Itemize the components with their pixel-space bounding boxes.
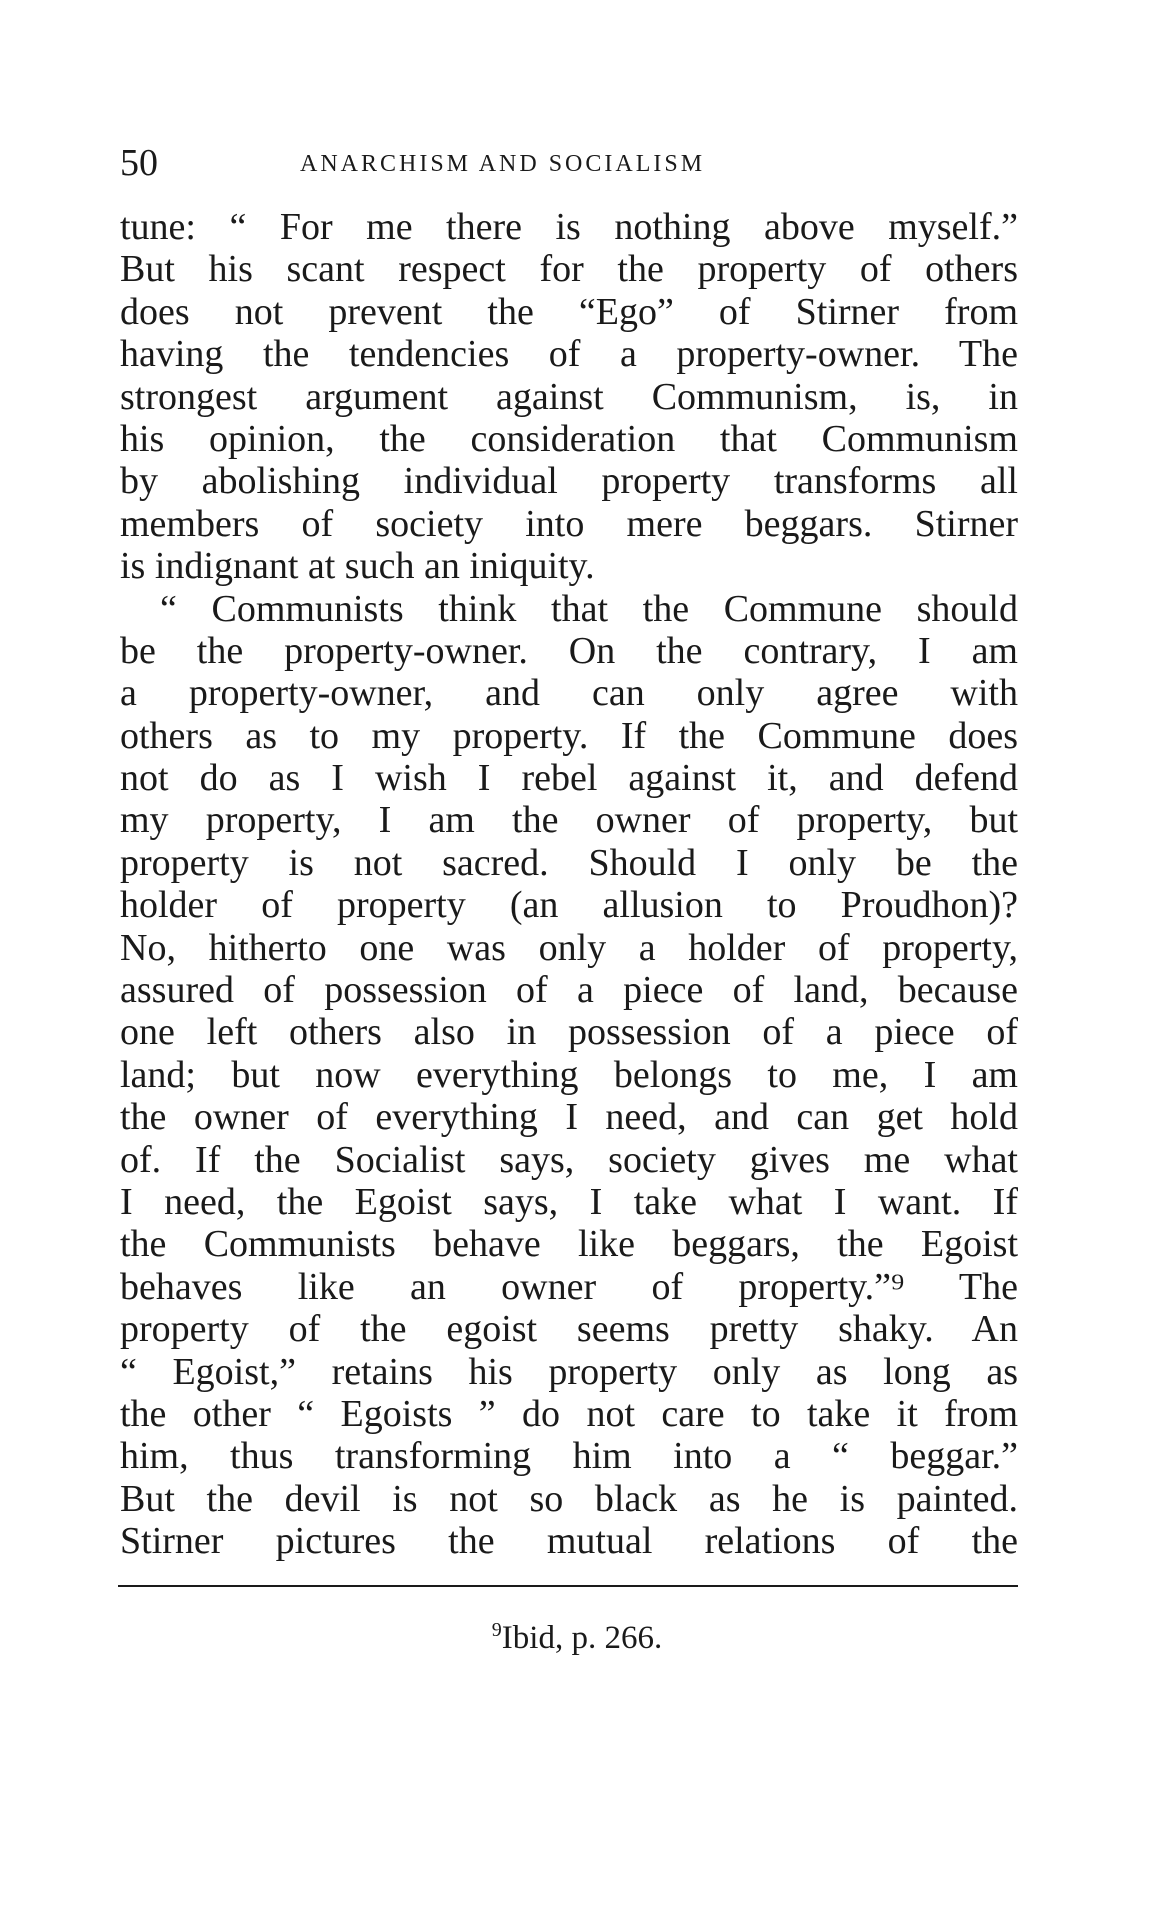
body-text [120, 206, 1018, 1563]
footnote [0, 1610, 1154, 1658]
text-line: by abolishing individual property transforms all [120, 460, 1018, 503]
text-line: one left others also in possession of a piece of [120, 1011, 1018, 1054]
text-line: is indignant at such an iniquity. [120, 545, 595, 588]
text-line: the owner of everything I need, and can get hold [120, 1096, 1018, 1139]
text-line: But his scant respect for the property of others [120, 248, 1018, 291]
text-line: Stirner pictures the mutual relations of the [120, 1520, 1018, 1563]
text-line: his opinion, the consideration that Communism [120, 417, 1018, 460]
text-line: does not prevent the “Ego” of Stirner from [120, 290, 1018, 333]
page-header [120, 143, 1020, 183]
text-line: property is not sacred. Should I only be the [120, 841, 1018, 884]
text-line: the Communists behave like beggars, the Egoist [120, 1223, 1018, 1266]
text-line: others as to my property. If the Commune does [120, 714, 1018, 757]
text-line: But the devil is not so black as he is painted. [120, 1477, 1018, 1520]
text-line: behaves like an owner of property.”⁹ The [120, 1265, 1018, 1308]
text-line: not do as I wish I rebel against it, and defend [120, 757, 1018, 800]
text-line: land; but now everything belongs to me, I am [120, 1053, 1018, 1096]
text-line: tune: “ For me there is nothing above myself.” [120, 206, 1018, 248]
text-line: the other “ Egoists ” do not care to take it from [120, 1392, 1018, 1435]
text-line: property of the egoist seems pretty shaky. An [120, 1308, 1018, 1351]
text-line: I need, the Egoist says, I take what I want. If [120, 1180, 1018, 1223]
text-line: be the property-owner. On the contrary, I am [120, 629, 1018, 672]
text-line: assured of possession of a piece of land, because [120, 969, 1018, 1012]
text-line: No, hitherto one was only a holder of property, [120, 926, 1018, 969]
text-line: holder of property (an allusion to Proudhon)? [120, 884, 1018, 927]
text-line: “ Egoist,” retains his property only as long as [120, 1350, 1018, 1393]
text-line: having the tendencies of a property-owner. The [120, 333, 1018, 376]
text-line: “ Communists think that the Commune should [160, 587, 1018, 630]
page-number: 50 [120, 142, 158, 184]
text-line: him, thus transforming him into a “ beggar.” [120, 1435, 1018, 1478]
text-line: of. If the Socialist says, society gives me what [120, 1138, 1018, 1181]
text-line: my property, I am the owner of property, but [120, 799, 1018, 842]
running-head: ANARCHISM AND SOCIALISM [300, 151, 706, 177]
footnote-rule [118, 1585, 1018, 1587]
footnote-marker: 9 [491, 1619, 502, 1641]
text-line: strongest argument against Communism, is, in [120, 375, 1018, 418]
text-line: a property-owner, and can only agree with [120, 672, 1018, 715]
footnote-text: Ibid, p. 266. [501, 1620, 663, 1656]
text-line: members of society into mere beggars. Stirner [120, 502, 1018, 545]
